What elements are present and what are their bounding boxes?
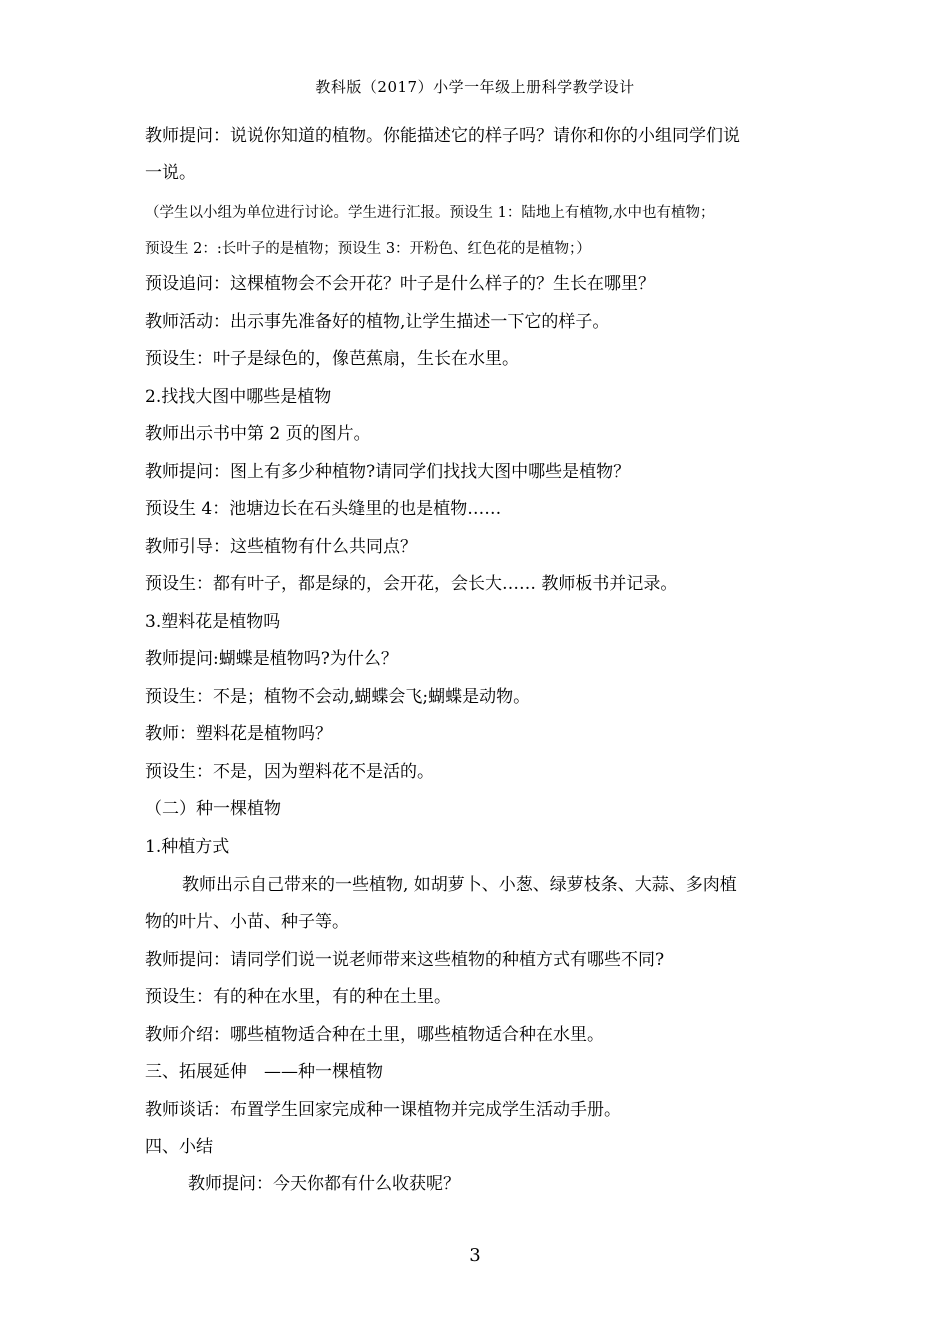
- text-line-22: 物的叶片、小苗、种子等。: [145, 912, 349, 932]
- section-heading-san: 三、拓展延伸 ——种一棵植物: [145, 1062, 383, 1082]
- text-line-21: 教师出示自己带来的一些植物, 如胡萝卜、小葱、绿萝枝条、大蒜、多肉植: [182, 875, 737, 895]
- text-line-27: 教师谈话：布置学生回家完成种一课植物并完成学生活动手册。: [145, 1100, 621, 1120]
- text-line-17: 教师：塑料花是植物吗？: [145, 724, 332, 744]
- text-line-1: 教师提问：说说你知道的植物。你能描述它的样子吗？请你和你的小组同学们说: [145, 126, 740, 146]
- text-line-6: 教师活动：出示事先准备好的植物,让学生描述一下它的样子。: [145, 312, 610, 332]
- text-line-18: 预设生：不是，因为塑料花不是活的。: [145, 762, 434, 782]
- text-line-5: 预设追问：这棵植物会不会开花？叶子是什么样子的？生长在哪里？: [145, 274, 655, 294]
- text-line-7: 预设生：叶子是绿色的，像芭蕉扇，生长在水里。: [145, 349, 519, 369]
- page-number: 3: [469, 1245, 481, 1266]
- text-line-25: 教师介绍：哪些植物适合种在土里，哪些植物适合种在水里。: [145, 1025, 604, 1045]
- text-line-23: 教师提问：请同学们说一说老师带来这些植物的种植方式有哪些不同?: [145, 950, 665, 970]
- text-line-13: 预设生：都有叶子，都是绿的，会开花，会长大…… 教师板书并记录。: [145, 574, 678, 594]
- text-line-4: 预设生 2：:长叶子的是植物；预设生 3：开粉色、红色花的是植物；）: [145, 241, 591, 257]
- section-heading-1: 1.种植方式: [145, 837, 230, 857]
- section-heading-2: 2.找找大图中哪些是植物: [145, 387, 332, 407]
- text-line-29: 教师提问：今天你都有什么收获呢？: [188, 1174, 460, 1194]
- text-line-10: 教师提问：图上有多少种植物?请同学们找找大图中哪些是植物？: [145, 462, 631, 482]
- text-line-3: （学生以小组为单位进行讨论。学生进行汇报。预设生 1：陆地上有植物,水中也有植物；: [145, 205, 715, 221]
- text-line-24: 预设生：有的种在水里，有的种在土里。: [145, 987, 451, 1007]
- page-header: 教科版（2017）小学一年级上册科学教学设计: [315, 78, 635, 96]
- text-line-11: 预设生 4：池塘边长在石头缝里的也是植物……: [145, 499, 502, 519]
- text-line-16: 预设生：不是；植物不会动,蝴蝶会飞;蝴蝶是动物。: [145, 687, 531, 707]
- text-line-15: 教师提问:蝴蝶是植物吗?为什么？: [145, 649, 398, 669]
- section-heading-si: 四、小结: [145, 1137, 213, 1157]
- text-line-9: 教师出示书中第 2 页的图片。: [145, 424, 371, 444]
- section-heading-3: 3.塑料花是植物吗: [145, 612, 281, 632]
- section-heading-er: （二）种一棵植物: [145, 799, 281, 819]
- text-line-2: 一说。: [145, 163, 196, 183]
- text-line-12: 教师引导：这些植物有什么共同点？: [145, 537, 417, 557]
